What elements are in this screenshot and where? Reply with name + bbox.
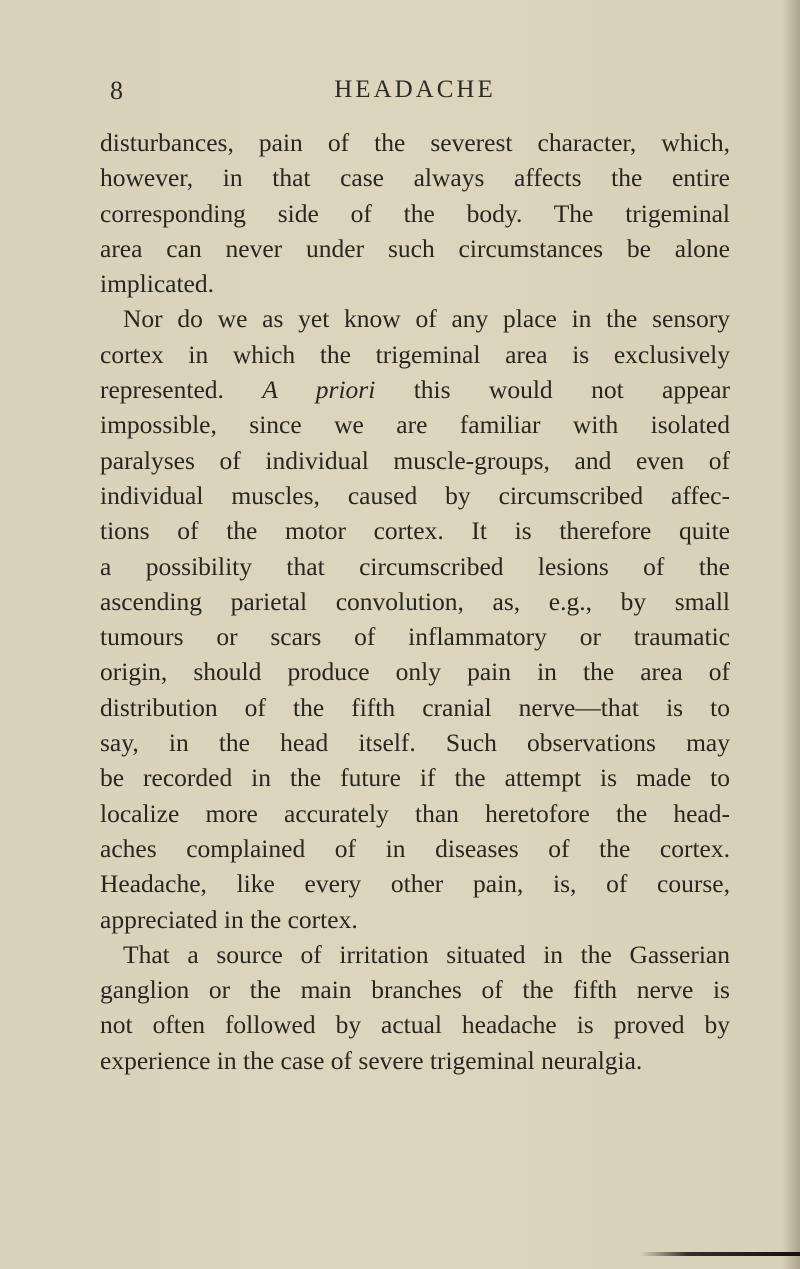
text-line: tumours or scars of inflammatory or traumatic [100, 622, 730, 652]
text-line: be recorded in the future if the attempt is made to [100, 763, 730, 793]
text-line: cortex in which the trigeminal area is exclusively [100, 339, 730, 369]
running-title: HEADACHE [334, 76, 496, 103]
text-line: not often followed by actual headache is proved by [100, 1010, 730, 1040]
page-number: 8 [110, 76, 123, 105]
text-line: tions of the motor cortex. It is therefore quite [100, 516, 730, 546]
text-line: That a source of irritation situated in the Gasserian [123, 939, 730, 969]
bottom-edge-rule [640, 1252, 800, 1256]
text-line: Nor do we as yet know of any place in the sensory [123, 304, 730, 334]
body-text [100, 125, 730, 1078]
text-line: however, in that case always affects the entire [100, 163, 730, 193]
text-line: localize more accurately than heretofore the head- [100, 798, 730, 828]
text-line-with-italic [100, 372, 730, 407]
text-fragment: this would not appear [375, 375, 730, 405]
text-line: paralyses of individual muscle-groups, and even of [100, 445, 730, 475]
text-line: origin, should produce only pain in the area of [100, 657, 730, 687]
text-line: impossible, since we are familiar with isolated [100, 410, 730, 440]
text-line: disturbances, pain of the severest character, which, [100, 128, 730, 157]
text-line: appreciated in the cortex. [100, 904, 358, 934]
text-line: area can never under such circumstances be alone [100, 233, 730, 263]
text-line: say, in the head itself. Such observations may [100, 728, 730, 758]
text-line: corresponding side of the body. The trigeminal [100, 198, 730, 228]
text-line: aches complained of in diseases of the cortex. [100, 833, 730, 863]
text-line: implicated. [100, 269, 215, 299]
italic-phrase: A priori [262, 375, 376, 405]
running-head [110, 76, 720, 110]
text-line: a possibility that circumscribed lesions of the [100, 551, 730, 581]
page-edge-shadow [782, 0, 800, 1269]
text-line: Headache, like every other pain, is, of course, [100, 869, 730, 899]
text-line: distribution of the fifth cranial nerve—that is to [100, 692, 730, 722]
text-fragment: represented. [100, 375, 263, 405]
text-line: ganglion or the main branches of the fifth nerve is [100, 975, 730, 1005]
text-line: ascending parietal convolution, as, e.g., by small [100, 586, 730, 616]
text-line: experience in the case of severe trigeminal neuralgia. [100, 1045, 643, 1075]
text-line: individual muscles, caused by circumscribed affec- [100, 480, 730, 510]
